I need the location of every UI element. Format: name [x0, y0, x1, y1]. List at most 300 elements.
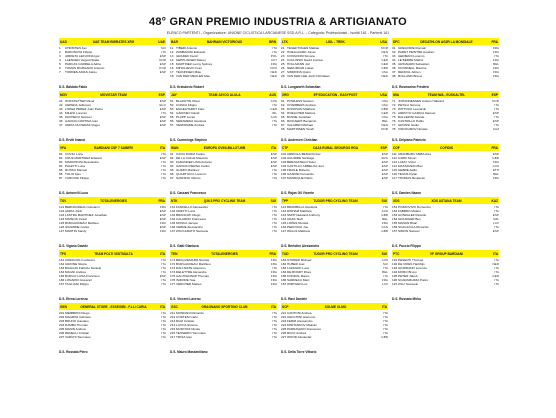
rider-name: BRANCATI Diego	[176, 213, 201, 218]
team-code: TSV	[60, 198, 67, 203]
team-code: GSC	[171, 304, 178, 309]
rider-number: 56	[170, 119, 174, 124]
sport-director: D.S. Delpiano Fabrizio	[392, 138, 426, 142]
team-code: SCP	[282, 304, 289, 309]
team-code: VFA	[60, 145, 67, 150]
rider-nation: ITA	[272, 266, 277, 271]
rider-nation: GER	[492, 274, 499, 279]
rider-nation: ITA	[494, 107, 499, 112]
rider-number: 197	[392, 282, 398, 287]
rider-nation: FRA	[381, 221, 388, 226]
rider-number: 176	[170, 278, 176, 283]
sport-director: D.S. Krstulovic Robert	[170, 85, 204, 89]
rider-number: 183	[281, 266, 287, 271]
rider-name: LAENGEN Vegard Stake	[65, 58, 100, 63]
rider-number: 201	[59, 311, 65, 315]
rider-nation: ITA	[272, 168, 277, 173]
team-name: TEAM JAYCO ALULA	[208, 92, 241, 97]
rider-number: 72	[392, 103, 396, 108]
rider-nation: ITA	[272, 229, 277, 234]
rider-nation: ITA	[272, 311, 277, 315]
rider-number: 215	[170, 327, 176, 332]
team-header	[59, 197, 166, 204]
rider-number: 221	[281, 311, 287, 315]
rider-nation: ITA	[272, 327, 277, 332]
team-header	[392, 197, 499, 204]
team-header	[281, 144, 388, 151]
rider-nation: ITA	[161, 168, 166, 173]
rider-name: VALGREN Michael	[287, 123, 314, 128]
rider-number: 61	[281, 99, 285, 103]
rider-nation: ITA	[161, 311, 166, 315]
rider-name: PLAPP Lucas	[176, 115, 196, 120]
rider-nation: LUX	[492, 221, 499, 226]
rider-name: TEUNS Dylan	[398, 172, 418, 177]
rider-name: DONOVAN Matthew	[287, 107, 315, 112]
rider-number: 133	[170, 213, 176, 218]
rider-number: 31	[392, 46, 396, 50]
team-block	[168, 38, 279, 91]
rider-name: CORTESI Carlo	[176, 315, 198, 320]
team-nation: AUS	[269, 92, 276, 97]
rider-name: KEPPLINGER Rainer	[176, 58, 206, 63]
rider-nation: AUS	[492, 164, 499, 169]
team-name: TOTALENERGIES	[100, 198, 127, 203]
rider-nation: USA	[381, 115, 388, 120]
rider-number: 66	[281, 119, 285, 124]
rider-name: SIMON Samuel	[398, 229, 420, 234]
rider-number: 202	[59, 315, 65, 320]
rider-name: SMITH Edward Anthony	[287, 213, 321, 218]
rider-number: 13	[170, 54, 174, 59]
team-code: WAN	[171, 145, 179, 150]
rider-nation: ITA	[494, 266, 499, 271]
rider-name: COLLINSKI David Joshua	[287, 58, 323, 63]
team-nation: ITA	[271, 304, 276, 309]
sport-director: D.S. Cummings Stephen	[170, 138, 208, 142]
rider-nation: AUS	[381, 258, 388, 262]
rider-name: LUCCA Simone	[176, 323, 198, 328]
team-header	[281, 303, 388, 310]
rider-name: DE BONDT Dries	[287, 270, 312, 275]
rider-name: ZOCCARATO Samuele	[176, 229, 209, 234]
rider-number: 207	[59, 335, 65, 340]
team-name: EF EDUCATION - EASYPOST	[313, 92, 358, 97]
rider-name: HUBER Joel	[287, 262, 305, 267]
rider-list	[392, 204, 499, 243]
rider-list	[281, 151, 388, 190]
rider-nation: NED	[270, 70, 277, 75]
rider-number: 114	[392, 164, 397, 169]
rider-number: 173	[170, 266, 176, 271]
rider-number: 191	[392, 258, 398, 262]
rider-number: 195	[392, 274, 398, 279]
team-header	[59, 91, 166, 98]
rider-nation: ITA	[383, 315, 388, 320]
team-code: TEN	[171, 251, 178, 256]
rider-name: PEDCOCK Joe	[287, 225, 309, 230]
rider-list	[170, 45, 277, 84]
rider-number: 62	[281, 103, 285, 108]
rider-nation: ESP	[159, 62, 166, 67]
rider-nation: ITA	[161, 282, 166, 287]
rider-number: 2	[59, 50, 61, 55]
rider-nation: BEL	[382, 119, 388, 124]
rider-name: PETILLI Simone	[398, 103, 421, 108]
rider-nation: ITA	[161, 160, 166, 165]
team-block	[168, 356, 279, 409]
sport-director: D.S. Vigano Davide	[59, 244, 88, 248]
rider-nation: ITA	[272, 319, 277, 324]
rider-name: QUARTUCCI Lorenzo	[176, 172, 207, 177]
rider-name: DIAZ Cristian	[176, 319, 195, 324]
rider-number: 52	[170, 103, 174, 108]
rider-number: 203	[59, 319, 65, 324]
rider-nation: ITA	[272, 176, 277, 181]
rider-name: MANRIQUE Pablo	[287, 176, 313, 181]
rider-name: MARTINSEN Toralf	[287, 127, 314, 132]
rider-name: MIHOLJEVIC Fran	[176, 66, 202, 71]
rider-name: THOMAS Benjamin	[398, 176, 425, 181]
rider-number: 155	[392, 221, 398, 226]
rider-name: ARRIETA LEKUONA Igor	[65, 54, 100, 59]
rider-name: MONDANI Riccardo	[176, 311, 204, 315]
rider-number: 74	[392, 111, 396, 116]
rider-number: 78	[392, 127, 396, 132]
rider-nation: CRO	[270, 66, 277, 71]
rider-name: PARET PEINTRE Aurelien	[398, 50, 435, 55]
rider-nation: DEN	[381, 123, 388, 128]
rider-number: 32	[392, 50, 396, 55]
page-subtitle: ELENCO PARTENTI - Organizzatore: UNIONE CICLISTICA LARCIANESE SSD A R.L. - Categoria: Professionisti - Iscritti 161 - Partenti 161	[166, 31, 390, 35]
rider-number: 71	[392, 99, 396, 103]
rider-name: TROIA Ivan	[176, 335, 192, 340]
rider-number: 91	[170, 152, 174, 156]
rider-name: PETER Jakob	[398, 274, 418, 279]
rider-name: RICCI Andrea	[287, 331, 307, 336]
rider-name: MASSIGNAN Ben	[398, 164, 423, 169]
team-name: DECATHLON AG2R LA MONDIALE	[420, 39, 473, 44]
rider-number: 21	[281, 46, 285, 50]
rider-name: CECCHINI Giacomo	[287, 315, 316, 320]
rider-nation: ITA	[272, 217, 277, 222]
rider-name: TEGEFTOGEN Mattias	[287, 46, 320, 50]
rider-number: 164	[59, 270, 65, 275]
rider-name: MORO Bruno	[398, 270, 417, 275]
rider-list	[170, 310, 277, 349]
rider-number: 93	[170, 160, 174, 165]
rider-name: FRAILE Roberto	[287, 168, 310, 173]
rider-number: 137	[170, 229, 176, 234]
rider-nation: FRA	[492, 66, 499, 71]
rider-number: 38	[392, 74, 396, 79]
rider-nation: ITA	[494, 225, 499, 230]
rider-name: SARREAU Marc	[287, 278, 310, 283]
rider-nation: FRA	[492, 176, 499, 181]
rider-number: 127	[59, 229, 65, 234]
rider-nation: GBR	[381, 229, 388, 234]
team-header	[59, 144, 166, 151]
rider-row	[170, 229, 277, 233]
rider-name: BERASATEGI Hodei	[287, 160, 316, 165]
rider-nation: IRL	[272, 111, 277, 116]
sport-director: D.S. Mauro Massimiliano	[170, 350, 208, 354]
team-name: COFIDIS	[440, 145, 453, 150]
rider-row	[281, 127, 388, 131]
team-block	[57, 144, 168, 197]
rider-number: 135	[170, 221, 176, 226]
rider-nation: ITA	[494, 115, 499, 120]
rider-nation: ESP	[159, 209, 166, 214]
team-header	[170, 197, 277, 204]
rider-nation: ARG	[381, 156, 388, 161]
sport-director: D.S. Longworth Sebastian	[281, 85, 321, 89]
rider-number: 152	[392, 209, 398, 214]
team-block	[57, 38, 168, 91]
rider-number: 28	[281, 74, 285, 79]
rider-nation: NOR	[492, 99, 499, 103]
rider-nation: ECU	[159, 103, 166, 108]
team-code: UAD	[60, 39, 67, 44]
rider-nation: FRA	[270, 62, 277, 67]
team-name: TEAM POLTI VISITMALTA	[94, 251, 133, 256]
rider-nation: ITA	[494, 123, 499, 128]
rider-number: 24	[281, 58, 285, 63]
rider-number: 83	[59, 160, 63, 165]
sport-director: D.S. Rossato Piero	[59, 350, 88, 354]
rider-number: 113	[392, 160, 397, 165]
rider-nation: ESP	[159, 213, 166, 218]
sport-director: D.S. Cassani Francesco	[170, 191, 207, 195]
sport-director: D.S. Rossato Mirko	[392, 297, 422, 301]
rider-number: 144	[281, 217, 287, 222]
rider-nation: ITA	[383, 331, 388, 336]
rider-name: GRANIGER Ben	[398, 217, 421, 222]
team-header	[392, 250, 499, 257]
rider-number: 193	[392, 266, 398, 271]
rider-row	[392, 74, 499, 78]
rider-row	[281, 229, 388, 233]
rider-number: 166	[59, 278, 65, 283]
team-code: TUD	[282, 251, 289, 256]
rider-name: ORETTI Luca	[176, 209, 195, 214]
rider-nation: ITA	[383, 327, 388, 332]
rider-name: BURGAUDEAU Mathieu	[65, 221, 99, 226]
rider-number: 87	[59, 176, 63, 181]
rider-name: GROSSI Giulio	[398, 123, 419, 128]
rider-nation: ITA	[272, 205, 277, 209]
rider-name: MISHANKOV Maksim	[287, 323, 318, 328]
rider-name: MANIN Andrea	[65, 327, 86, 332]
team-nation: ITA	[382, 304, 387, 309]
rider-list	[170, 204, 277, 243]
rider-number: 156	[392, 225, 398, 230]
rider-nation: ITA	[383, 311, 388, 315]
rider-nation: ESP	[381, 164, 388, 169]
rider-nation: ITA	[161, 258, 166, 262]
rider-number: 123	[59, 213, 65, 218]
rider-number: 154	[392, 217, 398, 222]
rider-nation: AUS	[270, 115, 277, 120]
rider-number: 18	[170, 74, 174, 79]
rider-number: 55	[170, 115, 174, 120]
team-nation: SUI	[381, 198, 387, 203]
rider-name: TAGLIANI Filippo	[65, 282, 89, 287]
rider-number: 63	[281, 107, 285, 112]
rider-number: 115	[392, 168, 397, 173]
rider-name: SIMMONS Quinn	[287, 70, 311, 75]
rider-row	[170, 176, 277, 180]
team-header	[59, 250, 166, 257]
rider-name: GARCIA PIERNA Carlos	[176, 164, 210, 169]
rider-name: SANNINO Vittorio	[176, 176, 201, 181]
rider-name: BUSSE Jonathan	[287, 115, 312, 120]
rider-nation: ITA	[161, 164, 166, 169]
team-block	[390, 197, 501, 250]
rider-number: 136	[170, 225, 176, 230]
rider-nation: GBR	[381, 335, 388, 340]
rider-number: 212	[170, 315, 176, 320]
rider-name: DELETTRE Alexandre	[176, 270, 207, 275]
rider-row	[392, 127, 499, 131]
rider-list	[59, 310, 166, 349]
rider-number: 3	[59, 54, 61, 59]
rider-row	[59, 176, 166, 180]
rider-nation: ITA	[272, 335, 277, 340]
team-nation: ITA	[160, 251, 165, 256]
rider-name: CASTRILLO Pablo	[398, 119, 424, 124]
rider-nation: ITA	[161, 266, 166, 271]
rider-name: LONARDI Giovanni	[65, 278, 92, 283]
rider-name: GREGOIRE Romain	[398, 46, 427, 50]
rider-number: 141	[281, 205, 287, 209]
rider-name: GUZZO Martinez	[176, 168, 200, 173]
rider-nation: GER	[381, 58, 388, 63]
rider-nation: AUS	[270, 99, 277, 103]
rider-row	[281, 282, 388, 286]
rider-nation: FRA	[270, 270, 277, 275]
rider-row	[392, 176, 499, 180]
team-header	[281, 91, 388, 98]
rider-nation: CAN	[381, 225, 388, 230]
rider-number: 12	[170, 50, 174, 55]
rider-nation: ESP	[159, 123, 166, 128]
team-code: TPP	[282, 198, 289, 203]
rider-number: 121	[59, 205, 65, 209]
rider-nation: ITA	[161, 278, 166, 283]
rider-name: MOSCA Jacopo	[176, 221, 199, 226]
rider-name: SCARAMUZZA Pietro	[398, 278, 429, 283]
team-nation: FRA	[158, 198, 165, 203]
rider-name: MAGRINI Gabriele	[65, 315, 91, 320]
rider-nation: ITA	[272, 119, 277, 124]
rider-number: 192	[392, 262, 398, 267]
team-name: MOVISTAR TEAM	[100, 92, 127, 97]
rider-number: 165	[59, 274, 65, 279]
rider-list	[281, 45, 388, 84]
rider-name: FABBRO Matteo	[398, 209, 421, 214]
sport-director: D.S. Bertolini Alessandro	[281, 244, 320, 248]
rider-row	[392, 282, 499, 286]
rider-number: 213	[170, 319, 176, 324]
rider-name: ZILLI Samuele	[398, 282, 419, 287]
rider-nation: ITA	[272, 50, 277, 55]
rider-number: 41	[59, 99, 63, 103]
rider-nation: SUI	[160, 46, 166, 50]
rider-name: RUSSO Manuel	[65, 168, 88, 173]
rider-number: 6	[59, 66, 61, 71]
team-code: JAY	[171, 92, 177, 97]
rider-name: LOPEZ PEREZ Juan Pedro	[65, 107, 104, 112]
rider-number: 124	[59, 217, 65, 222]
team-header	[170, 303, 277, 310]
rider-nation: FRA	[381, 278, 388, 283]
rider-name: FERRI Alessandro	[287, 319, 313, 324]
rider-name: AGUIRRE Santiago	[287, 156, 315, 161]
rider-number: 222	[281, 315, 287, 320]
sport-director: D.S. Rojas Gil Vicente	[281, 191, 315, 195]
rider-nation: ITA	[272, 209, 277, 214]
rider-number: 206	[59, 331, 65, 336]
rider-nation: AUT	[270, 58, 277, 63]
rider-nation: NED	[270, 74, 277, 79]
rider-name: MANAN Brian	[398, 221, 418, 226]
rider-name: NERURKAR Lukas	[287, 66, 314, 71]
team-block	[279, 144, 390, 197]
rider-nation: GER	[381, 111, 388, 116]
team-block	[279, 197, 390, 250]
rider-number: 103	[281, 160, 287, 165]
rider-row	[170, 74, 277, 78]
rider-number: 224	[281, 323, 287, 328]
team-nation: ITA	[160, 145, 165, 150]
rider-number: 147	[281, 229, 287, 234]
rider-number: 111	[392, 152, 397, 156]
team-code: IWA	[393, 92, 400, 97]
team-name: GENERAL STORE - ESSEGIBI - F.LLI CURIA	[80, 304, 147, 309]
rider-nation: ITA	[161, 331, 166, 336]
rider-nation: ITA	[161, 327, 166, 332]
team-code: GEN	[60, 304, 67, 309]
rider-number: 106	[281, 172, 287, 177]
rider-number: 104	[281, 164, 287, 169]
team-block	[279, 303, 390, 356]
rider-nation: ITA	[272, 323, 277, 328]
rider-number: 225	[281, 327, 287, 332]
rider-number: 145	[281, 221, 287, 226]
rider-number: 205	[59, 327, 65, 332]
rider-name: RENOUL Adrien	[398, 70, 421, 75]
rider-nation: ESP	[159, 274, 166, 279]
rider-name: TOMAS MORGADO Antonio	[65, 66, 105, 71]
rider-name: DE VRIES Hartthijs	[398, 262, 425, 267]
rider-nation: ITA	[161, 335, 166, 340]
rider-nation: ESP	[159, 115, 166, 120]
rider-number: 92	[170, 156, 174, 161]
rider-number: 223	[281, 319, 287, 324]
rider-nation: ESP	[159, 156, 166, 161]
rider-number: 23	[281, 54, 285, 59]
rider-name: SCAGLIOLA Riccardo	[398, 225, 429, 230]
rider-number: 105	[281, 168, 287, 173]
team-header	[392, 91, 499, 98]
rider-nation: USA	[381, 103, 388, 108]
rider-number: 64	[281, 111, 285, 116]
rider-list	[392, 45, 499, 84]
rider-number: 44	[59, 111, 63, 116]
rider-number: 68	[281, 127, 285, 132]
rider-nation: ITA	[272, 331, 277, 336]
